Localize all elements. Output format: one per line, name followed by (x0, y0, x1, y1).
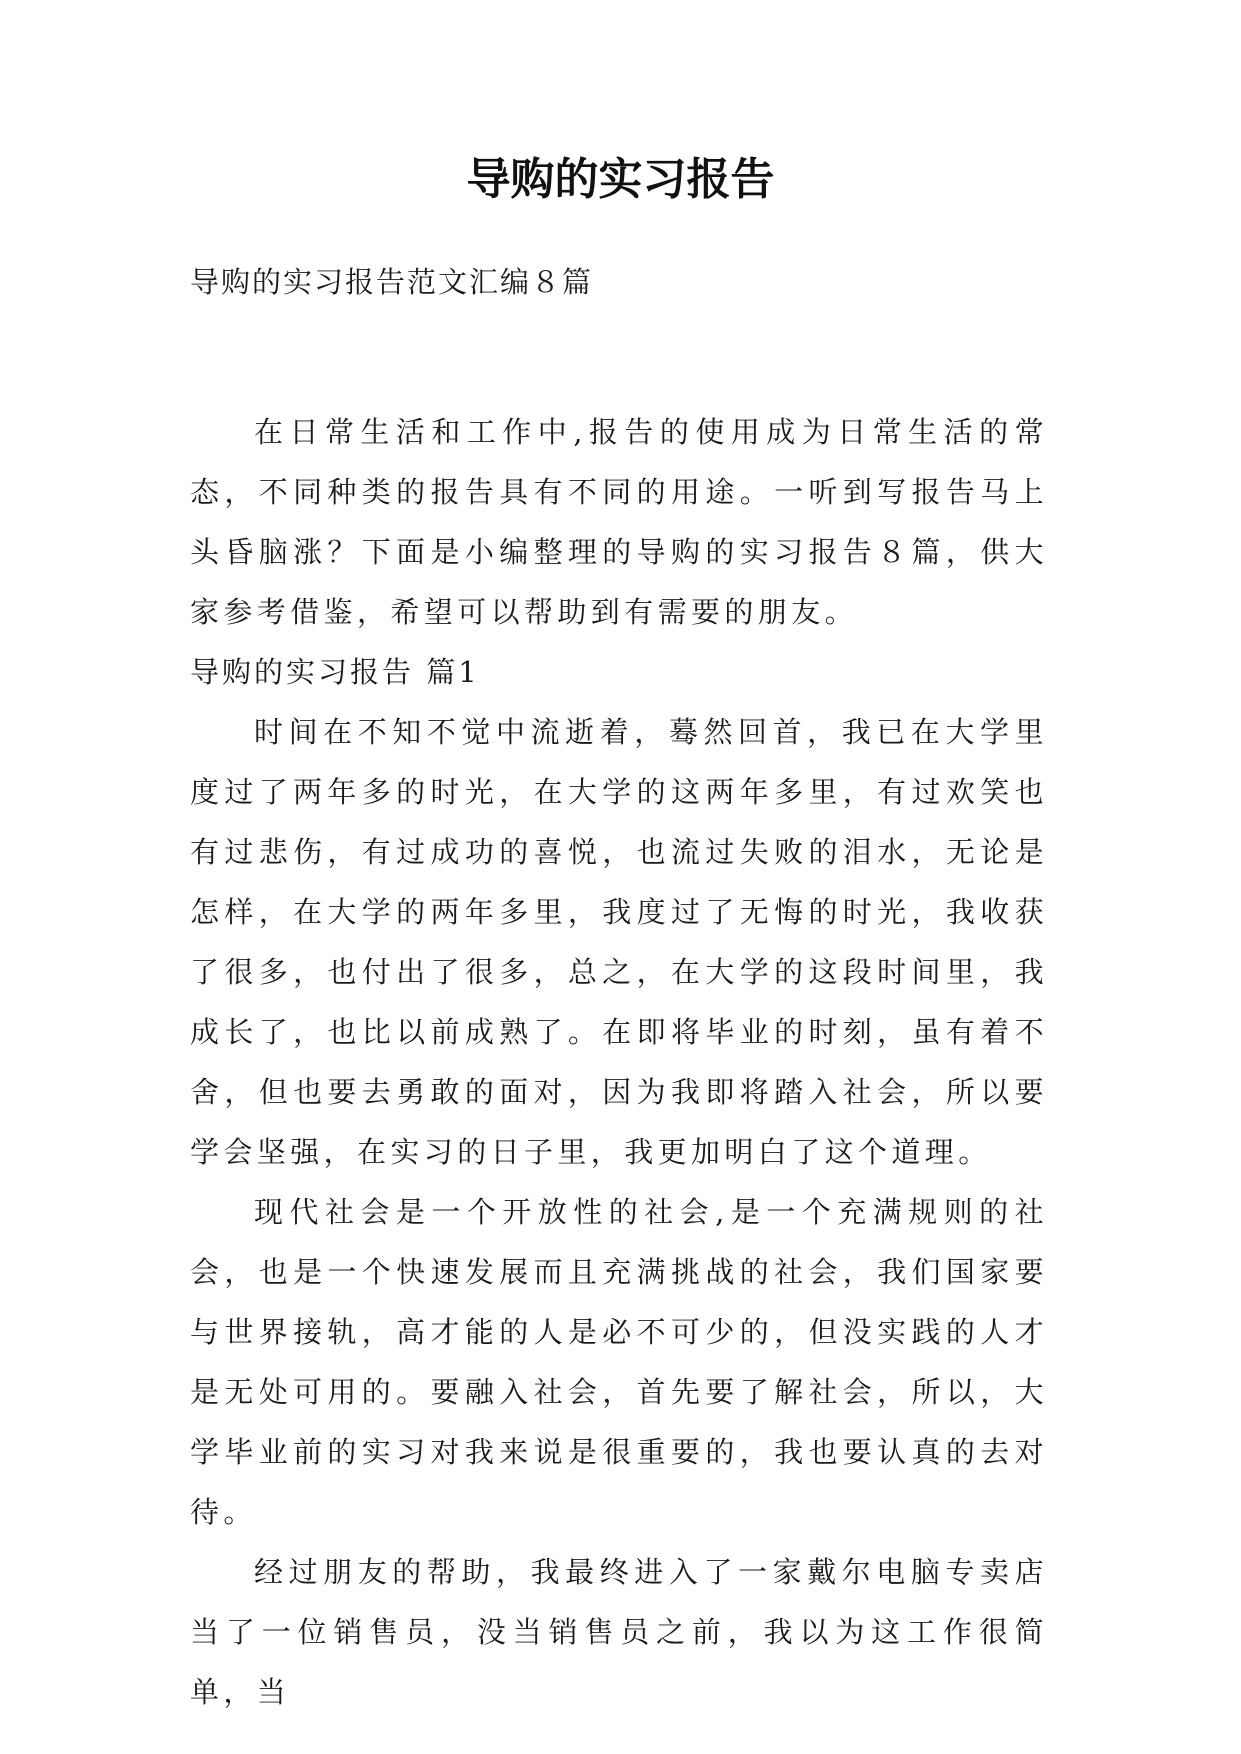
body-paragraph: 时间在不知不觉中流逝着，蓦然回首，我已在大学里度过了两年多的时光，在大学的这两年多里，有过欢笑也有过悲伤，有过成功的喜悦，也流过失败的泪水，无论是怎样，在大学的两年多里，我度过了无悔的时光，我收获了很多，也付出了很多，总之，在大学的这段时间里，我成长了，也比以前成熟了。在即将毕业的时刻，虽有着不舍，但也要去勇敢的面对，因为我即将踏入社会，所以要学会坚强，在实习的日子里，我更加明白了这个道理。 (190, 715, 1048, 1169)
document-title: 导购的实习报告 (466, 154, 775, 205)
document-body (190, 402, 1048, 1722)
body-paragraph: 现代社会是一个开放性的社会,是一个充满规则的社会，也是一个快速发展而且充满挑战的社会，我们国家要与世界接轨，高才能的人是必不可少的，但没实践的人才是无处可用的。要融入社会，首先要了解社会，所以，大学毕业前的实习对我来说是很重要的，我也要认真的去对待。 (190, 1195, 1048, 1529)
document-subtitle: 导购的实习报告范文汇编８篇 (190, 265, 594, 299)
body-paragraph: 经过朋友的帮助，我最终进入了一家戴尔电脑专卖店当了一位销售员，没当销售员之前，我以为这工作很简单，当 (190, 1555, 1048, 1709)
section-heading: 导购的实习报告 篇1 (190, 655, 480, 689)
intro-paragraph: 在日常生活和工作中,报告的使用成为日常生活的常态，不同种类的报告具有不同的用途。一听到写报告马上头昏脑涨？下面是小编整理的导购的实习报告８篇，供大家参考借鉴，希望可以帮助到有需要的朋友。 (190, 415, 1048, 629)
